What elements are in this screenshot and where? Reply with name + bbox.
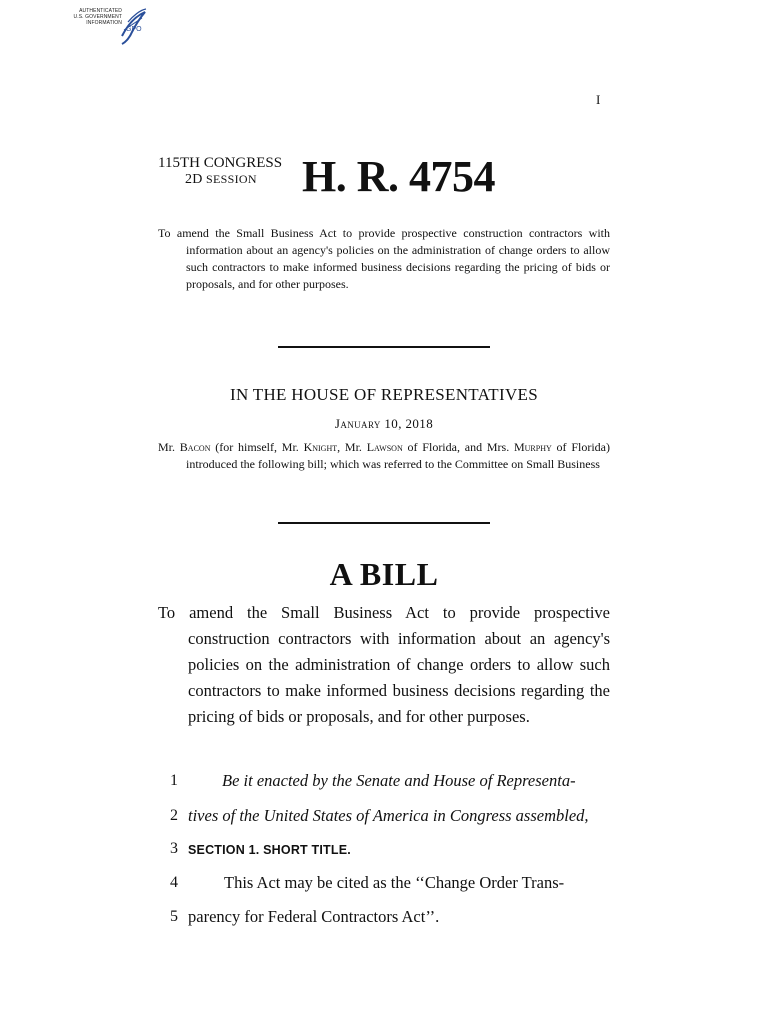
session-word: SESSION — [206, 172, 257, 186]
enacting-clause: tives of the United States of America in Congress assembled, — [188, 806, 589, 825]
sponsors-paragraph — [158, 439, 610, 473]
sponsor-text: (for himself, Mr. — [210, 440, 304, 454]
line-number: 3 — [170, 840, 178, 857]
sponsor-text: of Florida, and Mrs. — [402, 440, 514, 454]
short-title: To amend the Small Business Act to provide prospective construction contractors with information about an agency's policies on the administration of change orders to allow such contractors to make informed business decisions regarding the pricing of bids or proposals, and for other purposes. — [158, 226, 610, 291]
gpo-mark: GPO — [126, 26, 142, 33]
section-text: parency for Federal Contractors Act’’. — [188, 907, 440, 926]
sponsor-name: Murphy — [513, 440, 552, 454]
logo-line-2: U.S. GOVERNMENT — [73, 14, 122, 20]
enacting-clause: Be it enacted by the Senate and House of Representa- — [222, 771, 576, 790]
introduction-date: January 10, 2018 — [334, 416, 434, 431]
line-number: 2 — [170, 807, 178, 824]
logo-line-1: AUTHENTICATED — [79, 8, 122, 14]
bill-number: H. R. 4754 — [302, 152, 495, 201]
sponsor-text: , Mr. — [337, 440, 367, 454]
line-number: 1 — [170, 772, 178, 789]
page-number: I — [596, 92, 601, 107]
divider-rule — [278, 346, 490, 348]
logo-line-3: INFORMATION — [86, 20, 122, 26]
sponsor-name: Bacon — [179, 440, 211, 454]
session-number: 2D — [185, 172, 203, 187]
chamber-heading: IN THE HOUSE OF REPRESENTATIVES — [230, 385, 538, 404]
gpo-authenticated-logo — [60, 6, 150, 48]
line-number: 4 — [170, 874, 178, 891]
divider-rule — [278, 522, 490, 524]
session-label — [185, 172, 257, 188]
congress-label: 115TH CONGRESS — [158, 155, 283, 171]
line-number: 5 — [170, 908, 178, 925]
sponsor-text: of Florida) introduced the following bill; which was referred to the Committee on Small Business — [186, 440, 610, 471]
long-title: To amend the Small Business Act to provide prospective construction contractors with information about an agency's policies on the administration of change orders to allow such contractors to make informed business decisions regarding the pricing of bids or proposals, and for other purposes. — [158, 603, 610, 726]
section-text: This Act may be cited as the ‘‘Change Order Trans- — [224, 873, 565, 892]
sponsor-name: Knight — [303, 440, 338, 454]
gpo-logo-text — [60, 8, 122, 26]
sponsor-text: Mr. — [158, 440, 180, 454]
bill-heading: A BILL — [329, 556, 439, 592]
sponsor-name: Lawson — [366, 440, 403, 454]
section-heading: SECTION 1. SHORT TITLE. — [188, 843, 351, 857]
